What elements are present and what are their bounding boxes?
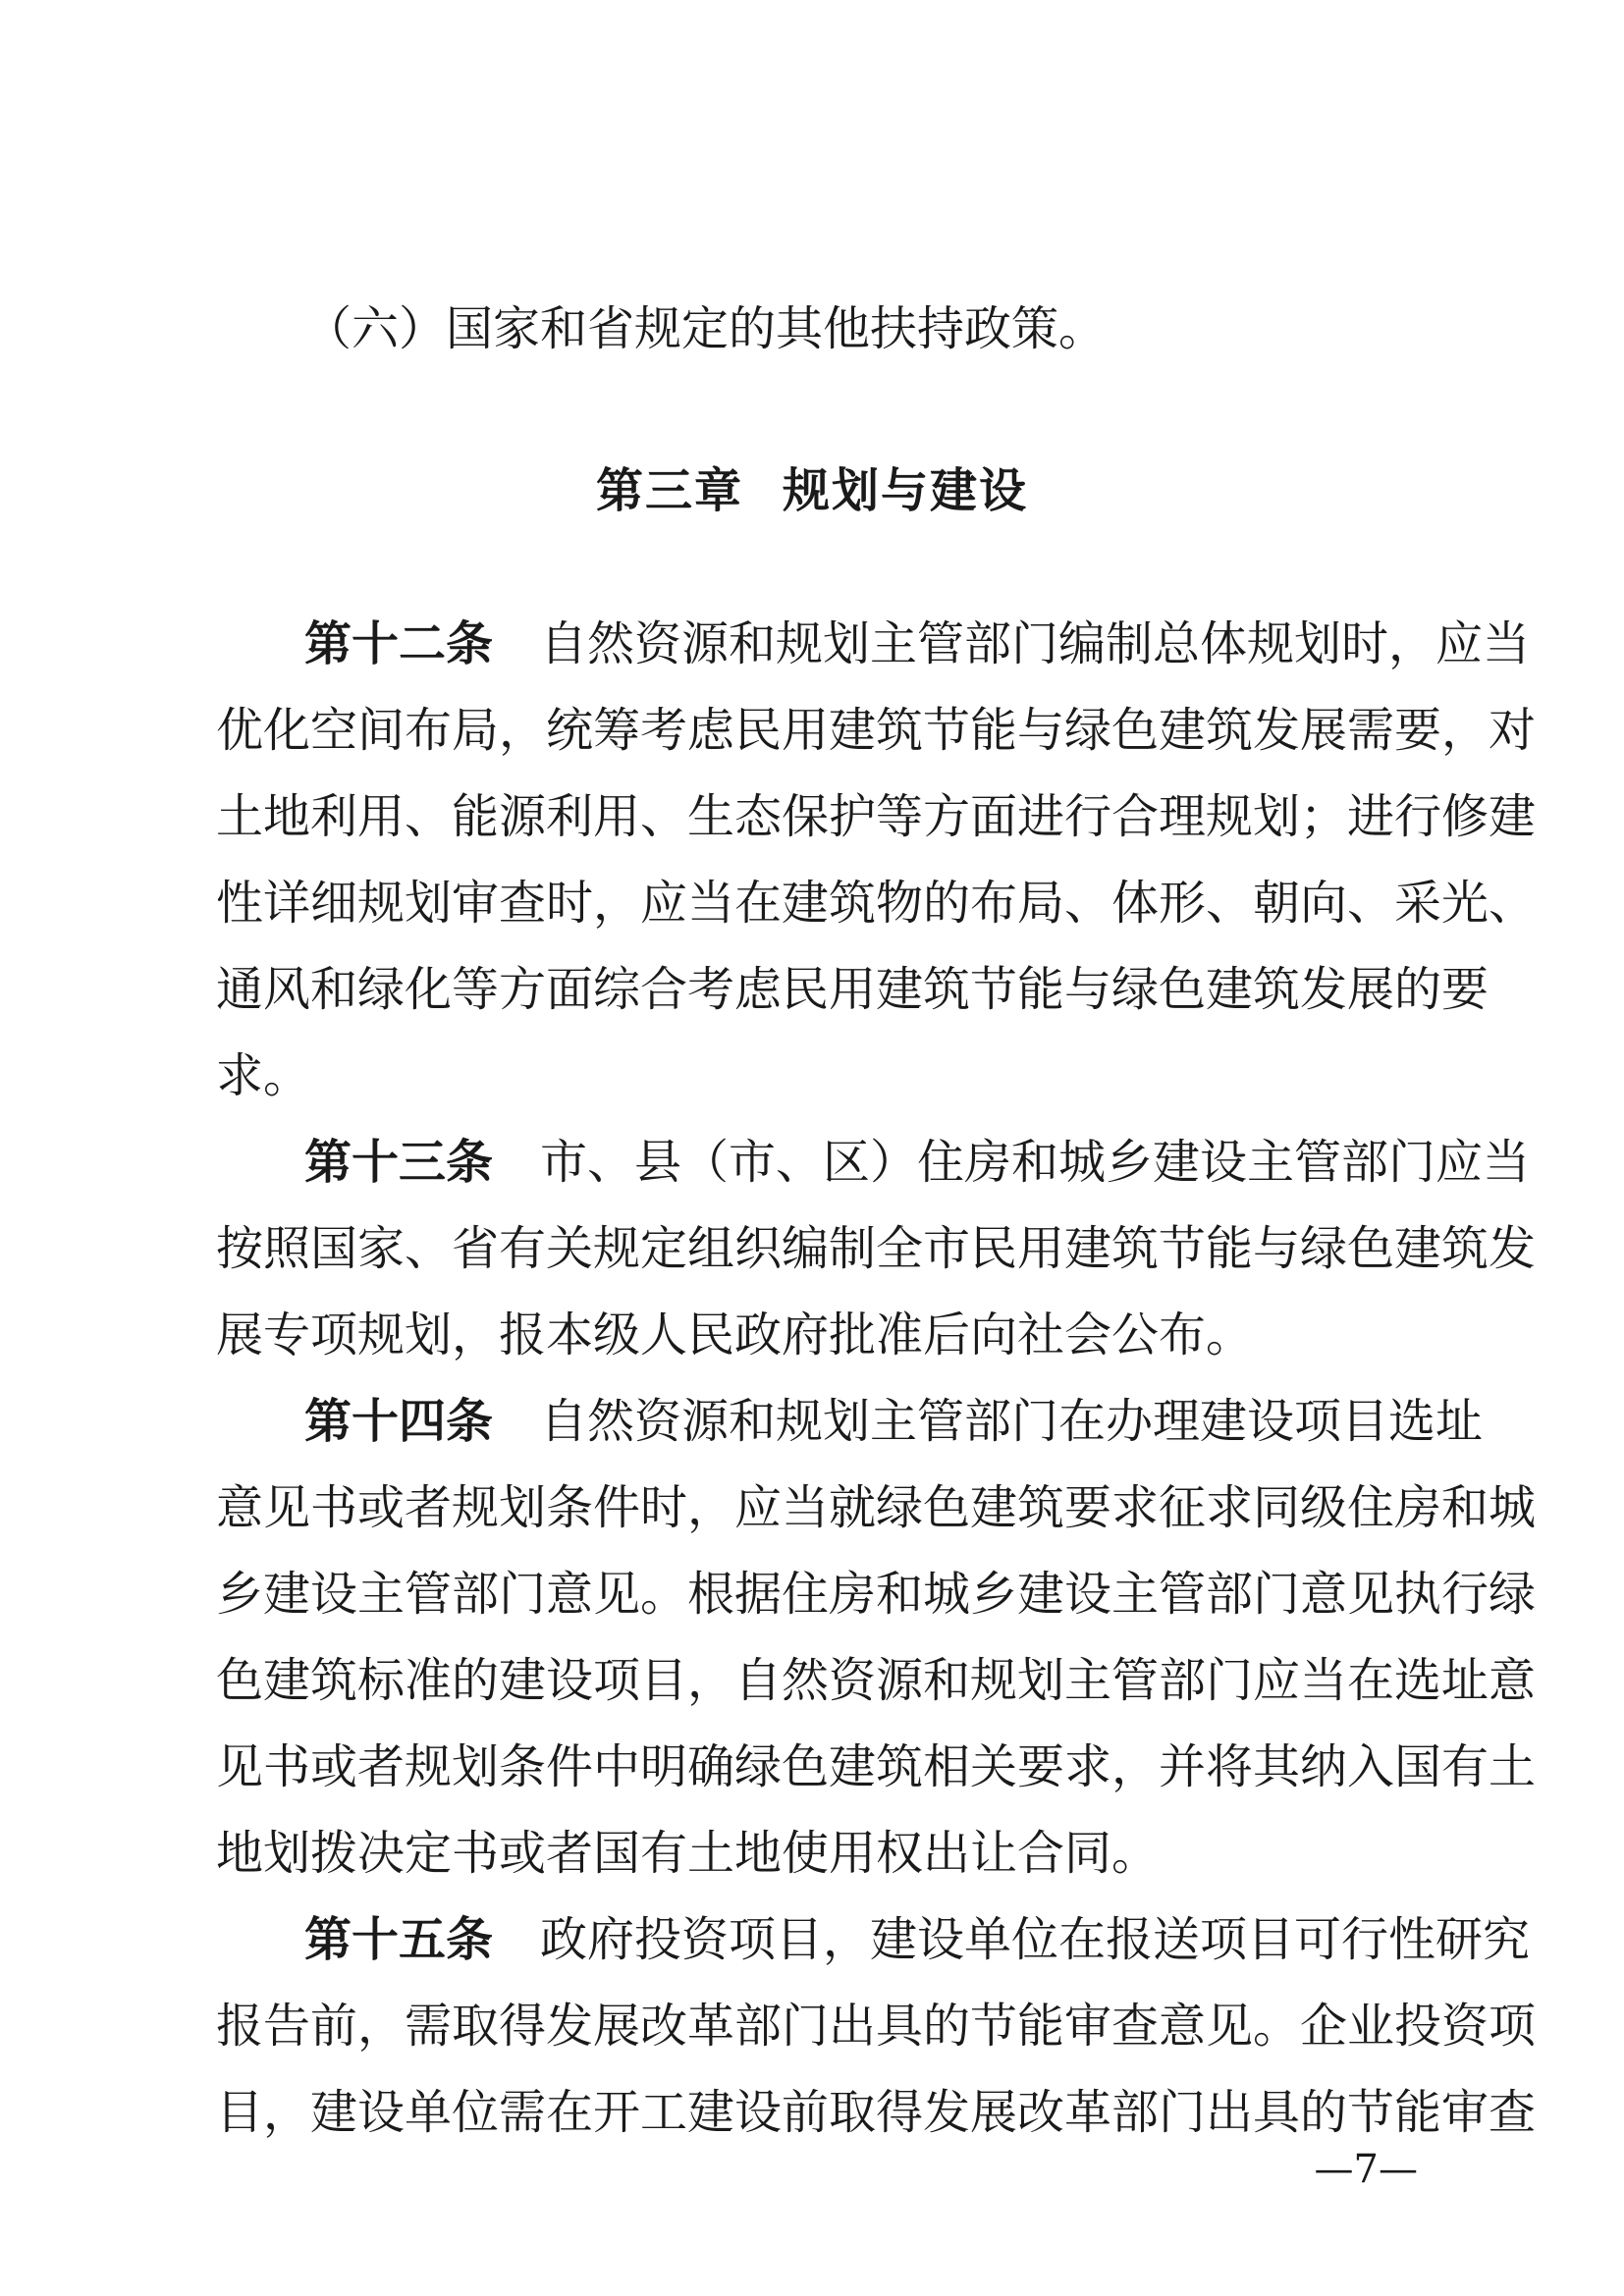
article-12-line-2: 优化空间布局，统筹考虑民用建筑节能与绿色建筑发展需要，对 (216, 703, 1537, 758)
article-13-title: 第十三条 (304, 1135, 494, 1190)
article-15-line-2: 报告前，需取得发展改革部门出具的节能审查意见。企业投资项 (216, 1999, 1537, 2054)
article-15-line-1 (304, 1910, 1531, 1969)
article-14-line-6: 地划拨决定书或者国有土地使用权出让合同。 (216, 1826, 1160, 1881)
article-13-line-2: 按照国家、省有关规定组织编制全市民用建筑节能与绿色建筑发 (216, 1221, 1537, 1276)
article-14-line-2: 意见书或者规划条件时，应当就绿色建筑要求征求同级住房和城 (216, 1480, 1537, 1535)
article-12-line-6: 求。 (216, 1048, 311, 1103)
article-13-line-1 (304, 1133, 1531, 1192)
item-six-text: （六）国家和省规定的其他扶持政策。 (304, 301, 1107, 356)
chapter-title: 规划与建设 (783, 463, 1029, 518)
article-12-text: 自然资源和规划主管部门编制总体规划时，应当 (540, 616, 1531, 671)
article-12-title: 第十二条 (304, 616, 494, 671)
article-14-line-5: 见书或者规划条件中明确绿色建筑相关要求，并将其纳入国有土 (216, 1739, 1537, 1794)
article-14-line-1 (304, 1392, 1484, 1451)
article-14-title: 第十四条 (304, 1394, 494, 1449)
article-15-text: 政府投资项目，建设单位在报送项目可行性研究 (540, 1912, 1531, 1967)
article-15-title: 第十五条 (304, 1912, 494, 1967)
chapter-number: 第三章 (595, 463, 743, 518)
page-number: —7— (1314, 2147, 1418, 2192)
article-12-line-3: 土地利用、能源利用、生态保护等方面进行合理规划；进行修建 (216, 789, 1537, 844)
article-12-line-1 (304, 614, 1531, 673)
chapter-heading (0, 461, 1624, 520)
article-13-text: 市、县（市、区）住房和城乡建设主管部门应当 (540, 1135, 1531, 1190)
article-12-line-5: 通风和绿化等方面综合考虑民用建筑节能与绿色建筑发展的要 (216, 962, 1489, 1017)
article-14-line-3: 乡建设主管部门意见。根据住房和城乡建设主管部门意见执行绿 (216, 1567, 1537, 1622)
article-15-line-3: 目，建设单位需在开工建设前取得发展改革部门出具的节能审查 (216, 2085, 1537, 2140)
article-12-line-4: 性详细规划审查时，应当在建筑物的布局、体形、朝向、采光、 (216, 876, 1537, 931)
article-14-text: 自然资源和规划主管部门在办理建设项目选址 (540, 1394, 1484, 1449)
article-14-line-4: 色建筑标准的建设项目，自然资源和规划主管部门应当在选址意 (216, 1653, 1537, 1708)
article-13-line-3: 展专项规划，报本级人民政府批准后向社会公布。 (216, 1308, 1254, 1362)
